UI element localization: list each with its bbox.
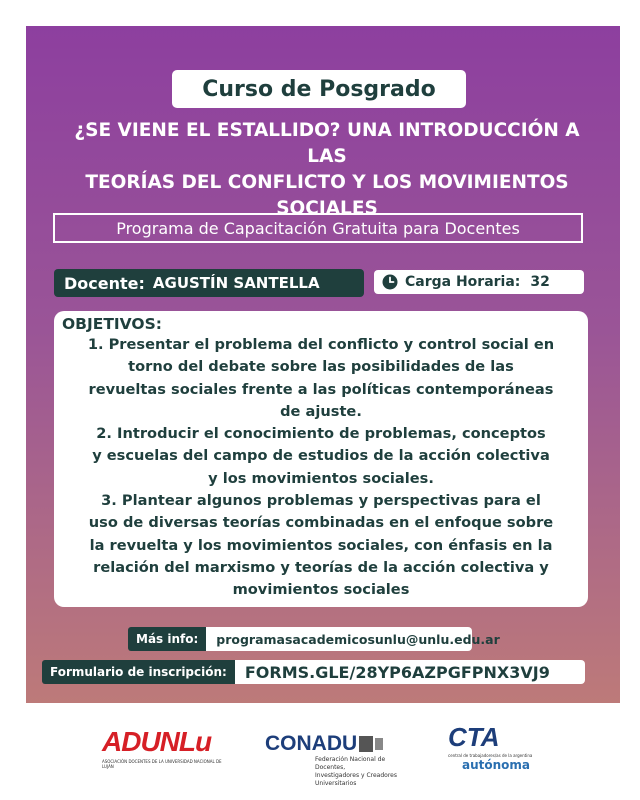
course-title: [56, 118, 598, 222]
cta-subtitle: central de trabajadores/as de la argentina: [448, 753, 533, 758]
conadu-subtitle: Investigadores y Creadores Universitarios: [315, 772, 397, 787]
objetivo-line: uso de diversas teorías combinadas en el enfoque sobre: [88, 514, 554, 532]
conadu-logo: [265, 732, 415, 788]
course-type-label: Curso de Posgrado: [202, 76, 436, 102]
objetivo-line: de ajuste.: [280, 402, 362, 420]
conadu-mark-icon: [375, 738, 383, 750]
course-type-badge: [172, 70, 466, 108]
adunlu-wordmark: ADUNLu: [102, 726, 212, 757]
docente-badge: [54, 269, 364, 297]
form-label: Formulario de inscripción:: [42, 660, 235, 684]
docente-name: AGUSTÍN SANTELLA: [152, 274, 320, 292]
email-link[interactable]: programasacademicosunlu@unlu.edu.ar: [206, 627, 472, 651]
carga-label: Carga Horaria:: [405, 274, 521, 290]
objetivo-line: revueltas sociales frente a las políticas contemporáneas: [88, 380, 554, 398]
adunlu-subtitle: ASOCIACIÓN DOCENTES DE LA UNIVERSIDAD NACIONAL DE LUJÁN: [102, 759, 222, 769]
objetivos-heading: OBJETIVOS:: [62, 315, 162, 333]
more-info-label: Más info:: [128, 627, 206, 651]
objetivos-box: [54, 311, 588, 607]
logos-footer: [0, 718, 640, 788]
objetivo-line: y los movimientos sociales.: [208, 469, 434, 487]
form-row: [42, 660, 585, 684]
objetivo-line: y escuelas del campo de estudios de la acción colectiva: [92, 447, 550, 465]
form-link[interactable]: FORMS.GLE/28YP6AZPGFPNX3VJ9: [235, 660, 585, 684]
objetivo-line: la revuelta y los movimientos sociales, con énfasis en la: [89, 536, 553, 554]
objetivo-line: 2. Introducir el conocimiento de problemas, conceptos: [96, 425, 546, 443]
conadu-wordmark: CONADU: [265, 732, 358, 755]
conadu-wordmark-row: [265, 732, 415, 756]
objetivo-line: movimientos sociales: [232, 581, 410, 599]
conadu-subtitle: Federación Nacional de Docentes,: [315, 756, 386, 771]
program-banner: [53, 213, 583, 243]
objetivo-line: 1. Presentar el problema del conflicto y control social en: [87, 336, 555, 353]
title-line: SOCIALES: [276, 198, 378, 219]
program-label: Programa de Capacitación Gratuita para Docentes: [116, 218, 520, 238]
cta-logo: [448, 722, 548, 772]
clock-icon: [382, 274, 398, 290]
objetivo-line: torno del debate sobre las posibilidades de las: [128, 358, 514, 376]
adunlu-logo: [102, 726, 232, 769]
docente-label: Docente:: [64, 273, 145, 293]
title-line: TEORÍAS DEL CONFLICTO Y LOS MOVIMIENTOS: [85, 172, 569, 193]
cta-autonoma: autónoma: [462, 758, 531, 772]
carga-value: 32: [530, 274, 550, 290]
objetivo-line: relación del marxismo y teorías de la acción colectiva y: [93, 558, 549, 576]
objetivo-line: 3. Plantear algunos problemas y perspectivas para el: [101, 492, 541, 510]
conadu-mark-icon: [359, 736, 373, 752]
more-info-row: [128, 627, 500, 651]
carga-horaria-badge: [374, 270, 584, 294]
cta-wordmark: CTA: [448, 722, 500, 752]
title-line: ¿SE VIENE EL ESTALLIDO? UNA INTRODUCCIÓN A LAS: [74, 120, 580, 167]
